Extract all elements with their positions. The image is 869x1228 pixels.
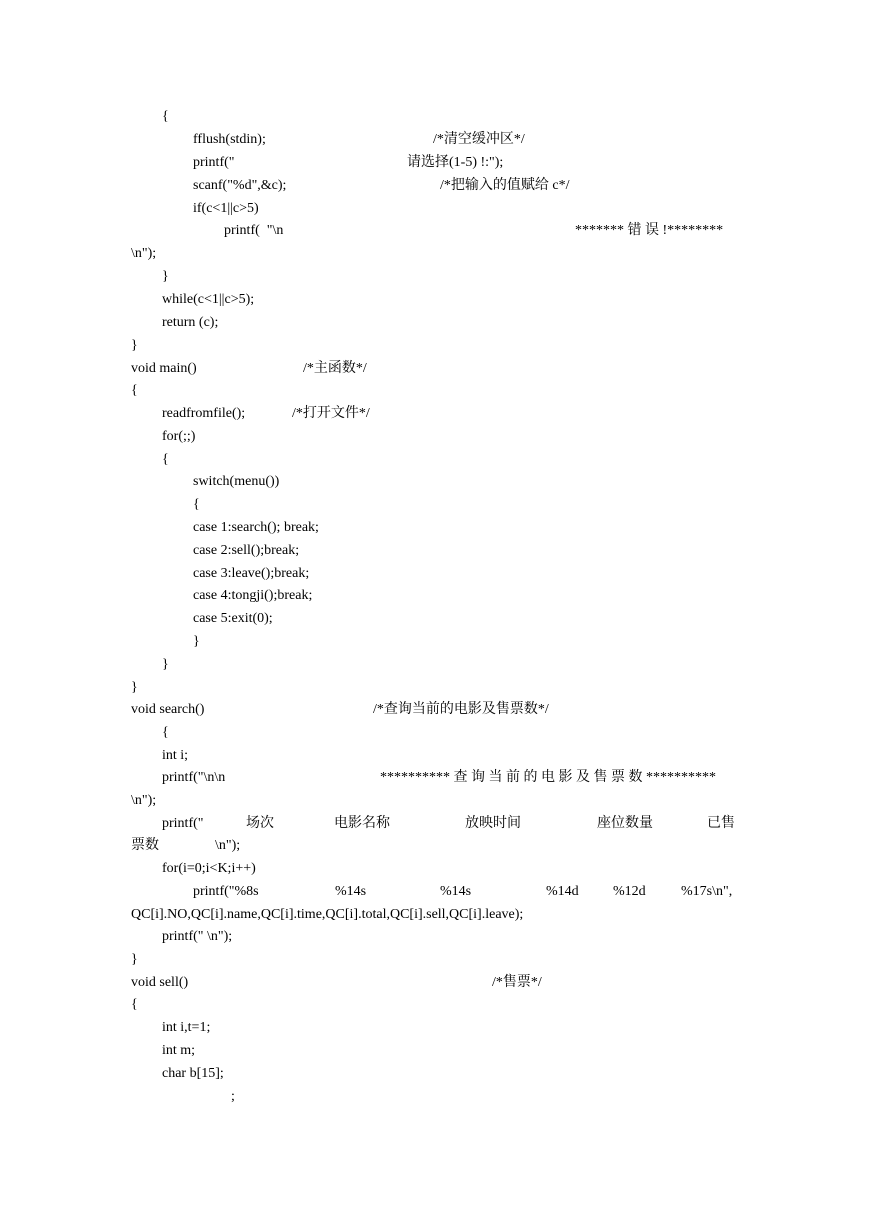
code-string: 放映时间 [465, 816, 521, 831]
code-comment: /*主函数*/ [303, 361, 367, 376]
code-line: \n"); [131, 793, 157, 808]
code-line: \n"); [215, 838, 241, 853]
code-line: } [193, 634, 200, 649]
code-string: 座位数量 [597, 816, 653, 831]
code-comment: /*查询当前的电影及售票数*/ [373, 702, 549, 717]
code-string: 场次 [246, 816, 274, 831]
code-string: 已售 [707, 816, 735, 831]
code-line: \n"); [131, 246, 157, 261]
code-line: int m; [162, 1043, 196, 1058]
code-line: case 4:tongji();break; [193, 588, 313, 603]
code-line: ; [231, 1089, 235, 1104]
code-line: QC[i].NO,QC[i].name,QC[i].time,QC[i].total,QC[i].sell,QC[i].leave); [131, 907, 524, 922]
code-string: %14s [440, 884, 472, 899]
code-line: { [131, 383, 138, 398]
code-line: { [193, 497, 200, 512]
code-line: printf( "\n [224, 223, 284, 238]
code-string: ********** 查 询 当 前 的 电 影 及 售 票 数 ********** [380, 770, 716, 785]
code-comment: /*售票*/ [492, 975, 542, 990]
code-line: case 1:search(); break; [193, 520, 319, 535]
code-line: while(c<1||c>5); [162, 292, 255, 307]
code-comment: /*把输入的值赋给 c*/ [440, 178, 570, 193]
code-string: 请选择(1-5) !:"); [407, 155, 504, 170]
code-string: %12d [613, 884, 646, 899]
code-line: { [162, 725, 169, 740]
code-line: printf(" [193, 155, 235, 170]
code-line: for(;;) [162, 429, 196, 444]
code-line: { [162, 109, 169, 124]
code-string: 票数 [131, 838, 159, 853]
code-line: fflush(stdin); [193, 132, 266, 147]
code-line: } [162, 269, 169, 284]
code-line: } [162, 657, 169, 672]
code-line: printf(" \n"); [162, 929, 233, 944]
code-line: case 2:sell();break; [193, 543, 300, 558]
code-line: char b[15]; [162, 1066, 224, 1081]
code-line: void main() [131, 361, 197, 376]
code-line: switch(menu()) [193, 474, 280, 489]
code-line: { [162, 452, 169, 467]
code-string: %17s\n", [681, 884, 733, 899]
code-line: } [131, 952, 138, 967]
code-line: printf("%8s [193, 884, 259, 899]
code-line: printf(" [162, 816, 204, 831]
code-line: case 3:leave();break; [193, 566, 310, 581]
code-line: void search() [131, 702, 205, 717]
code-line: } [131, 680, 138, 695]
code-comment: /*打开文件*/ [292, 406, 370, 421]
code-line: int i,t=1; [162, 1020, 211, 1035]
code-line: int i; [162, 748, 189, 763]
code-string: %14d [546, 884, 579, 899]
code-line: { [131, 997, 138, 1012]
code-comment: /*清空缓冲区*/ [433, 132, 525, 147]
code-line: case 5:exit(0); [193, 611, 273, 626]
code-line: for(i=0;i<K;i++) [162, 861, 256, 876]
code-line: } [131, 338, 138, 353]
code-string: 电影名称 [334, 816, 390, 831]
code-line: if(c<1||c>5) [193, 201, 259, 216]
code-line: readfromfile(); [162, 406, 246, 421]
code-string: ******* 错 误 !******** [575, 223, 724, 238]
code-line: void sell() [131, 975, 189, 990]
code-line: scanf("%d",&c); [193, 178, 287, 193]
code-string: %14s [335, 884, 367, 899]
code-line: return (c); [162, 315, 219, 330]
code-line: printf("\n\n [162, 770, 226, 785]
